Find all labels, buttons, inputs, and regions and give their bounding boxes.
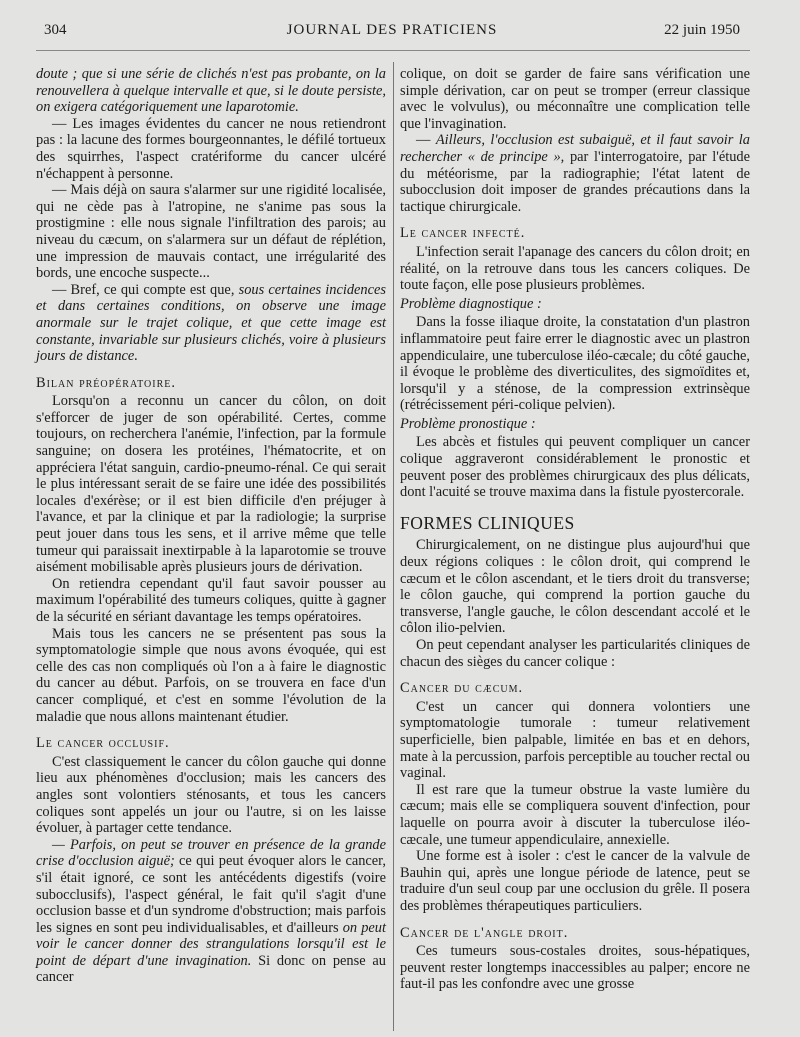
paragraph-italic-text: sous certaines incidences et dans certaines conditions, on observe une image anormale sur le trajet colique, et que cette image est constante, invariable sur plusieurs clichés, voire à plusieurs jours de distance. — [36, 281, 386, 365]
header-rule — [36, 50, 750, 51]
paragraph: On peut cependant analyser les particularités cliniques de chacun des sièges du cancer colique : — [400, 637, 750, 670]
paragraph: colique, on doit se garder de faire sans vérification une simple dérivation, car on peut se tromper (erreur classique avec le volvulus), ou méconnaître une complication telle que l'invagination. — [400, 66, 750, 132]
section-heading-occlusif: Le cancer occlusif. — [36, 735, 170, 752]
paragraph — [36, 282, 386, 365]
issue-date: 22 juin 1950 — [664, 22, 740, 38]
subheading-pronostique: Problème pronostique : — [400, 415, 536, 432]
paragraph-italic-text: Ailleurs, l'occlusion est subaiguë, et il faut savoir la rechercher « de principe », — [400, 132, 750, 165]
paragraph-italic-text: on peut voir le cancer donner des strangulations lorsqu'il est le point de départ d'une invagination. — [36, 919, 386, 969]
column-divider — [393, 62, 394, 1031]
paragraph: Il est rare que la tumeur obstrue la vaste lumière du cæcum; mais elle se compliquera souvent d'infection, pour laquelle on pourra avoir à discuter la tuberculose iléo-cæcale, une tumeur appendiculaire, annexielle. — [400, 781, 750, 848]
paragraph: Dans la fosse iliaque droite, la constatation d'un plastron inflammatoire peut faire errer le diagnostic avec un plastron appendiculaire, une tuberculose iléo-cæcale; du côté gauche, il évoque le problème des diverticulites, des sigmoïdites et, lorsqu'il y a sténose, de la compression extrinsèque (rétrécissement péri-colique pelvien). — [400, 314, 750, 414]
right-column — [400, 66, 750, 1029]
paragraph: Ces tumeurs sous-costales droites, sous-hépatiques, peuvent rester longtemps inaccessibles au palper; encore ne faut-il pas les confondre avec une grosse — [400, 943, 750, 993]
paragraph-text: ce qui peut évoquer alors le cancer, s'il était ignoré, ce sont les antécédents digestifs (voire subocclusifs), l'aspect général, le fait qu'il s'agit d'une occlusion basse et d'un syndrome d'obstruction; mais parfois les signes en sont peu individualisables, et d'ailleurs — [36, 853, 386, 936]
paragraph — [36, 837, 386, 986]
section-heading-bilan: Bilan préopératoire. — [36, 374, 176, 391]
paragraph-text: — — [416, 132, 436, 149]
paragraph: On retiendra cependant qu'il faut savoir pousser au maximum l'opérabilité des tumeurs coliques, quitte à gagner de la sécurité en sériant davantage les temps opératoires. — [36, 575, 386, 625]
paragraph: Mais tous les cancers ne se présentent pas sous la symptomatologie simple que nous avons évoquée, qui est celle des cas non compliqués où l'on a à faire le diagnostic du cancer au début. Parfois, on se trouvera en face d'un cancer compliqué, et c'est en somme l'évolution de la maladie que nous allons maintenant étudier. — [36, 625, 386, 725]
paragraph: — Mais déjà on saura s'alarmer sur une rigidité localisée, qui ne cède pas à l'atropine, ne s'anime pas sous la prostigmine : elle nous signale l'infiltration des parois; au niveau du cæcum, on s'alarmera sur un défaut de réplétion, une impression de mauvais contact, une irrégularité des bords, une encoche suspecte... — [36, 182, 386, 282]
section-heading-angle: Cancer de l'angle droit. — [400, 924, 569, 941]
page-number: 304 — [44, 22, 67, 38]
section-heading-formes: FORMES CLINIQUES — [400, 512, 575, 533]
paragraph — [400, 132, 750, 215]
paragraph-text: Si donc on pense au cancer — [36, 952, 386, 986]
paragraph: Chirurgicalement, on ne distingue plus aujourd'hui que deux régions coliques : le côlon droit, qui comprend le cæcum et le côlon ascendant, et le tiers droit du transverse; le côlon gauche, qui comprend la portion gauche du transverse, l'angle gauche, le côlon descendant accolé et le côlon ilio-pelvien. — [400, 537, 750, 637]
left-column — [36, 66, 386, 1029]
paragraph: Lorsqu'on a reconnu un cancer du côlon, on doit s'efforcer de juger de son opérabilité. Certes, comme toujours, on recherchera l'anémie, l'infection, par la formule sanguine; on dosera les protéines, l'hématocrite, et on appréciera l'état sanguin, cardio-pneumo-rénal. Ce qui serait le plus intéressant serait de se faire une idée des possibilités locales d'exérèse; or il est bien difficile d'en préjuger à l'avance, et par la clinique et par la radiologie; la surprise peut jouer dans tous les sens, et il arrive même que telle tumeur qui paraissait inextirpable à la laparotomie se trouve aisément mobilisable après plusieurs jours de dérivation. — [36, 393, 386, 576]
paragraph: C'est un cancer qui donnera volontiers une symptomatologie tumorale : tumeur relativement superficielle, bien palpable, limitée en bas et en dehors, mate à la percussion, parfois perceptible au toucher rectal ou vaginal. — [400, 698, 750, 782]
paragraph: Les abcès et fistules qui peuvent compliquer un cancer colique aggraveront considérablement le pronostic et peuvent poser des problèmes chirurgicaux des plus délicats, dont l'acuité se trouve maxima dans la fistule pyostercorale. — [400, 434, 750, 501]
paragraph: Une forme est à isoler : c'est le cancer de la valvule de Bauhin qui, après une longue période de latence, peut se traduire d'un seul coup par une occlusion du grêle. Il posera des problèmes thérapeutiques particuliers. — [400, 848, 750, 914]
paragraph: C'est classiquement le cancer du côlon gauche qui donne lieu aux phénomènes d'occlusion; mais les cancers des angles sont volontiers sténosants, et tous les cancers coliques sont appelés un jour ou l'autre, si on les laisse évoluer, à partager cette tendance. — [36, 753, 386, 837]
paragraph: — Les images évidentes du cancer ne nous retiendront pas : la lacune des formes bourgeonnantes, le défilé tortueux des squirrhes, l'aspect cratériforme du cancer ulcéré n'échappent à personne. — [36, 115, 386, 182]
paragraph: doute ; que si une série de clichés n'est pas probante, on la renouvellera à quelque intervalle et que, si le doute persiste, on exigera catégoriquement une laparotomie. — [36, 66, 386, 116]
paragraph-italic-text: — Parfois, on peut se trouver en présence de la grande crise d'occlusion aiguë; — [36, 836, 386, 870]
paragraph-text: par l'interrogatoire, par l'étude du météorisme, par la radiographie; l'état latent de subocclusion doit imposer de grandes précautions dans la tactique chirurgicale. — [400, 148, 750, 215]
section-heading-infecte: Le cancer infecté. — [400, 225, 526, 242]
journal-title: JOURNAL DES PRATICIENS — [286, 22, 498, 38]
paragraph: L'infection serait l'apanage des cancers du côlon droit; en réalité, on la retrouve dans tous les cancers coliques. De toute façon, elle pose plusieurs problèmes. — [400, 243, 750, 294]
page-header — [44, 22, 740, 44]
paragraph-text: — Bref, ce qui compte est que, — [52, 281, 239, 298]
section-heading-caecum: Cancer du cæcum. — [400, 680, 524, 697]
subheading-diagnostique: Problème diagnostique : — [400, 295, 542, 312]
